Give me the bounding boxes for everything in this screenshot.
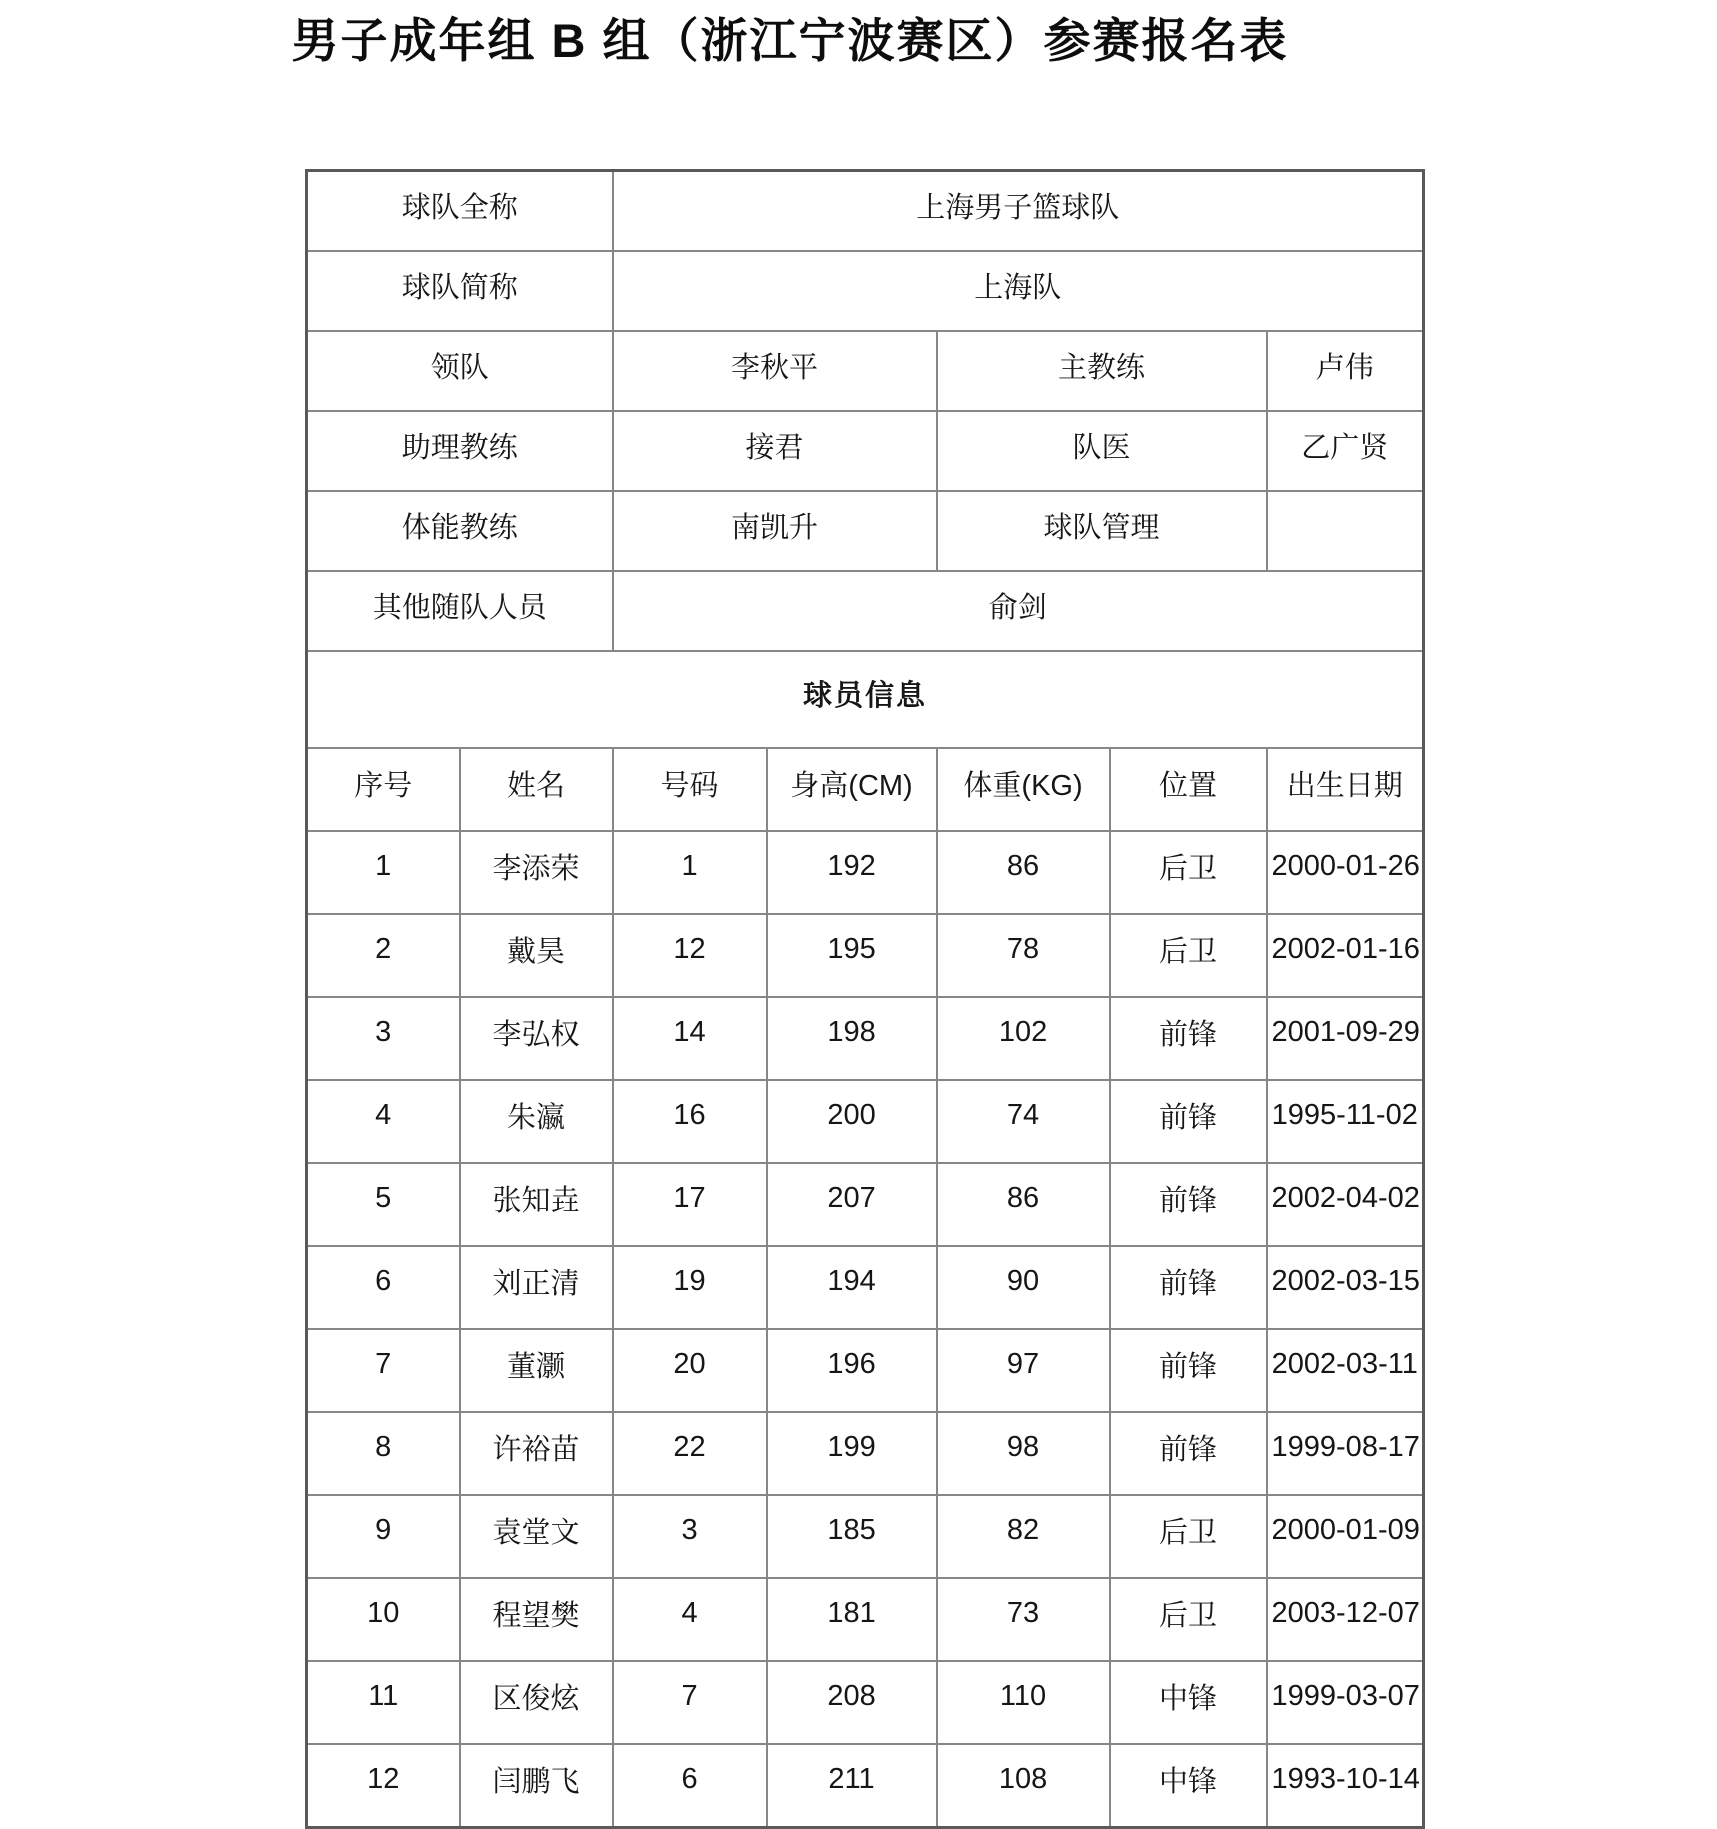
player-weight: 86 bbox=[937, 831, 1110, 914]
header-number: 号码 bbox=[613, 748, 767, 831]
player-height: 211 bbox=[767, 1744, 937, 1828]
player-number: 6 bbox=[613, 1744, 767, 1828]
player-seq: 11 bbox=[307, 1661, 460, 1744]
player-row bbox=[307, 1495, 1424, 1578]
players-list bbox=[307, 831, 1424, 1828]
header-seq: 序号 bbox=[307, 748, 460, 831]
manager-label: 球队管理 bbox=[937, 491, 1267, 571]
player-birth: 2003-12-07 bbox=[1267, 1578, 1424, 1661]
player-height: 200 bbox=[767, 1080, 937, 1163]
player-name: 刘正清 bbox=[460, 1246, 613, 1329]
player-weight: 74 bbox=[937, 1080, 1110, 1163]
player-birth: 2002-03-15 bbox=[1267, 1246, 1424, 1329]
team-full-name-value: 上海男子篮球队 bbox=[613, 171, 1424, 252]
player-row bbox=[307, 1661, 1424, 1744]
player-height: 185 bbox=[767, 1495, 937, 1578]
player-position: 中锋 bbox=[1110, 1744, 1267, 1828]
player-position: 前锋 bbox=[1110, 1329, 1267, 1412]
leader-coach-row bbox=[307, 331, 1424, 411]
player-name: 李弘权 bbox=[460, 997, 613, 1080]
player-seq: 6 bbox=[307, 1246, 460, 1329]
fitness-manager-row bbox=[307, 491, 1424, 571]
player-birth: 1995-11-02 bbox=[1267, 1080, 1424, 1163]
player-seq: 9 bbox=[307, 1495, 460, 1578]
player-seq: 2 bbox=[307, 914, 460, 997]
player-number: 16 bbox=[613, 1080, 767, 1163]
registration-table bbox=[305, 169, 1425, 1829]
player-row bbox=[307, 1246, 1424, 1329]
player-row bbox=[307, 1329, 1424, 1412]
player-weight: 86 bbox=[937, 1163, 1110, 1246]
head-coach-value: 卢伟 bbox=[1267, 331, 1424, 411]
head-coach-label: 主教练 bbox=[937, 331, 1267, 411]
player-number: 4 bbox=[613, 1578, 767, 1661]
player-seq: 5 bbox=[307, 1163, 460, 1246]
player-weight: 102 bbox=[937, 997, 1110, 1080]
player-height: 194 bbox=[767, 1246, 937, 1329]
player-number: 1 bbox=[613, 831, 767, 914]
player-weight: 97 bbox=[937, 1329, 1110, 1412]
header-weight: 体重(KG) bbox=[937, 748, 1110, 831]
player-height: 192 bbox=[767, 831, 937, 914]
header-name: 姓名 bbox=[460, 748, 613, 831]
team-info-section bbox=[307, 171, 1424, 832]
team-short-name-label: 球队简称 bbox=[307, 251, 613, 331]
doctor-label: 队医 bbox=[937, 411, 1267, 491]
player-number: 19 bbox=[613, 1246, 767, 1329]
player-birth: 2002-03-11 bbox=[1267, 1329, 1424, 1412]
player-row bbox=[307, 1412, 1424, 1495]
player-weight: 82 bbox=[937, 1495, 1110, 1578]
player-name: 戴昊 bbox=[460, 914, 613, 997]
players-section-title: 球员信息 bbox=[307, 651, 1424, 748]
player-name: 许裕苗 bbox=[460, 1412, 613, 1495]
player-birth: 2000-01-09 bbox=[1267, 1495, 1424, 1578]
player-seq: 1 bbox=[307, 831, 460, 914]
team-short-name-value: 上海队 bbox=[613, 251, 1424, 331]
team-full-name-row bbox=[307, 171, 1424, 252]
player-birth: 1999-08-17 bbox=[1267, 1412, 1424, 1495]
player-weight: 98 bbox=[937, 1412, 1110, 1495]
player-name: 闫鹏飞 bbox=[460, 1744, 613, 1828]
player-birth: 2002-01-16 bbox=[1267, 914, 1424, 997]
player-position: 后卫 bbox=[1110, 914, 1267, 997]
player-position: 前锋 bbox=[1110, 997, 1267, 1080]
team-full-name-label: 球队全称 bbox=[307, 171, 613, 252]
player-number: 3 bbox=[613, 1495, 767, 1578]
player-name: 李添荣 bbox=[460, 831, 613, 914]
player-birth: 1999-03-07 bbox=[1267, 1661, 1424, 1744]
player-row bbox=[307, 914, 1424, 997]
player-weight: 73 bbox=[937, 1578, 1110, 1661]
player-seq: 10 bbox=[307, 1578, 460, 1661]
player-birth: 2001-09-29 bbox=[1267, 997, 1424, 1080]
player-row bbox=[307, 1163, 1424, 1246]
player-name: 程望樊 bbox=[460, 1578, 613, 1661]
player-birth: 1993-10-14 bbox=[1267, 1744, 1424, 1828]
player-weight: 90 bbox=[937, 1246, 1110, 1329]
player-height: 195 bbox=[767, 914, 937, 997]
assistant-coach-value: 接君 bbox=[613, 411, 937, 491]
player-number: 17 bbox=[613, 1163, 767, 1246]
player-height: 196 bbox=[767, 1329, 937, 1412]
player-height: 198 bbox=[767, 997, 937, 1080]
player-position: 后卫 bbox=[1110, 1578, 1267, 1661]
player-name: 区俊炫 bbox=[460, 1661, 613, 1744]
player-position: 后卫 bbox=[1110, 1495, 1267, 1578]
players-section-title-row bbox=[307, 651, 1424, 748]
manager-value bbox=[1267, 491, 1424, 571]
player-height: 207 bbox=[767, 1163, 937, 1246]
header-height: 身高(CM) bbox=[767, 748, 937, 831]
player-seq: 4 bbox=[307, 1080, 460, 1163]
other-staff-label: 其他随队人员 bbox=[307, 571, 613, 651]
player-row bbox=[307, 1080, 1424, 1163]
player-height: 181 bbox=[767, 1578, 937, 1661]
player-weight: 110 bbox=[937, 1661, 1110, 1744]
header-position: 位置 bbox=[1110, 748, 1267, 831]
doctor-value: 乙广贤 bbox=[1267, 411, 1424, 491]
player-position: 前锋 bbox=[1110, 1163, 1267, 1246]
player-seq: 3 bbox=[307, 997, 460, 1080]
fitness-coach-label: 体能教练 bbox=[307, 491, 613, 571]
header-birth: 出生日期 bbox=[1267, 748, 1424, 831]
assistant-coach-label: 助理教练 bbox=[307, 411, 613, 491]
player-weight: 78 bbox=[937, 914, 1110, 997]
assistant-doctor-row bbox=[307, 411, 1424, 491]
leader-value: 李秋平 bbox=[613, 331, 937, 411]
leader-label: 领队 bbox=[307, 331, 613, 411]
player-number: 20 bbox=[613, 1329, 767, 1412]
player-name: 张知垚 bbox=[460, 1163, 613, 1246]
team-short-name-row bbox=[307, 251, 1424, 331]
player-row bbox=[307, 831, 1424, 914]
player-height: 199 bbox=[767, 1412, 937, 1495]
player-number: 7 bbox=[613, 1661, 767, 1744]
player-weight: 108 bbox=[937, 1744, 1110, 1828]
other-staff-value: 俞剑 bbox=[613, 571, 1424, 651]
player-position: 后卫 bbox=[1110, 831, 1267, 914]
player-row bbox=[307, 997, 1424, 1080]
player-position: 前锋 bbox=[1110, 1412, 1267, 1495]
player-seq: 12 bbox=[307, 1744, 460, 1828]
player-number: 14 bbox=[613, 997, 767, 1080]
player-position: 前锋 bbox=[1110, 1246, 1267, 1329]
page-title: 男子成年组 B 组（浙江宁波赛区）参赛报名表 bbox=[291, 14, 1289, 67]
player-birth: 2002-04-02 bbox=[1267, 1163, 1424, 1246]
player-name: 朱瀛 bbox=[460, 1080, 613, 1163]
player-position: 中锋 bbox=[1110, 1661, 1267, 1744]
player-number: 12 bbox=[613, 914, 767, 997]
player-row bbox=[307, 1744, 1424, 1828]
player-number: 22 bbox=[613, 1412, 767, 1495]
other-staff-row bbox=[307, 571, 1424, 651]
player-name: 袁堂文 bbox=[460, 1495, 613, 1578]
player-birth: 2000-01-26 bbox=[1267, 831, 1424, 914]
player-seq: 8 bbox=[307, 1412, 460, 1495]
player-position: 前锋 bbox=[1110, 1080, 1267, 1163]
player-row bbox=[307, 1578, 1424, 1661]
fitness-coach-value: 南凯升 bbox=[613, 491, 937, 571]
players-header-row bbox=[307, 748, 1424, 831]
player-name: 董灏 bbox=[460, 1329, 613, 1412]
player-height: 208 bbox=[767, 1661, 937, 1744]
player-seq: 7 bbox=[307, 1329, 460, 1412]
